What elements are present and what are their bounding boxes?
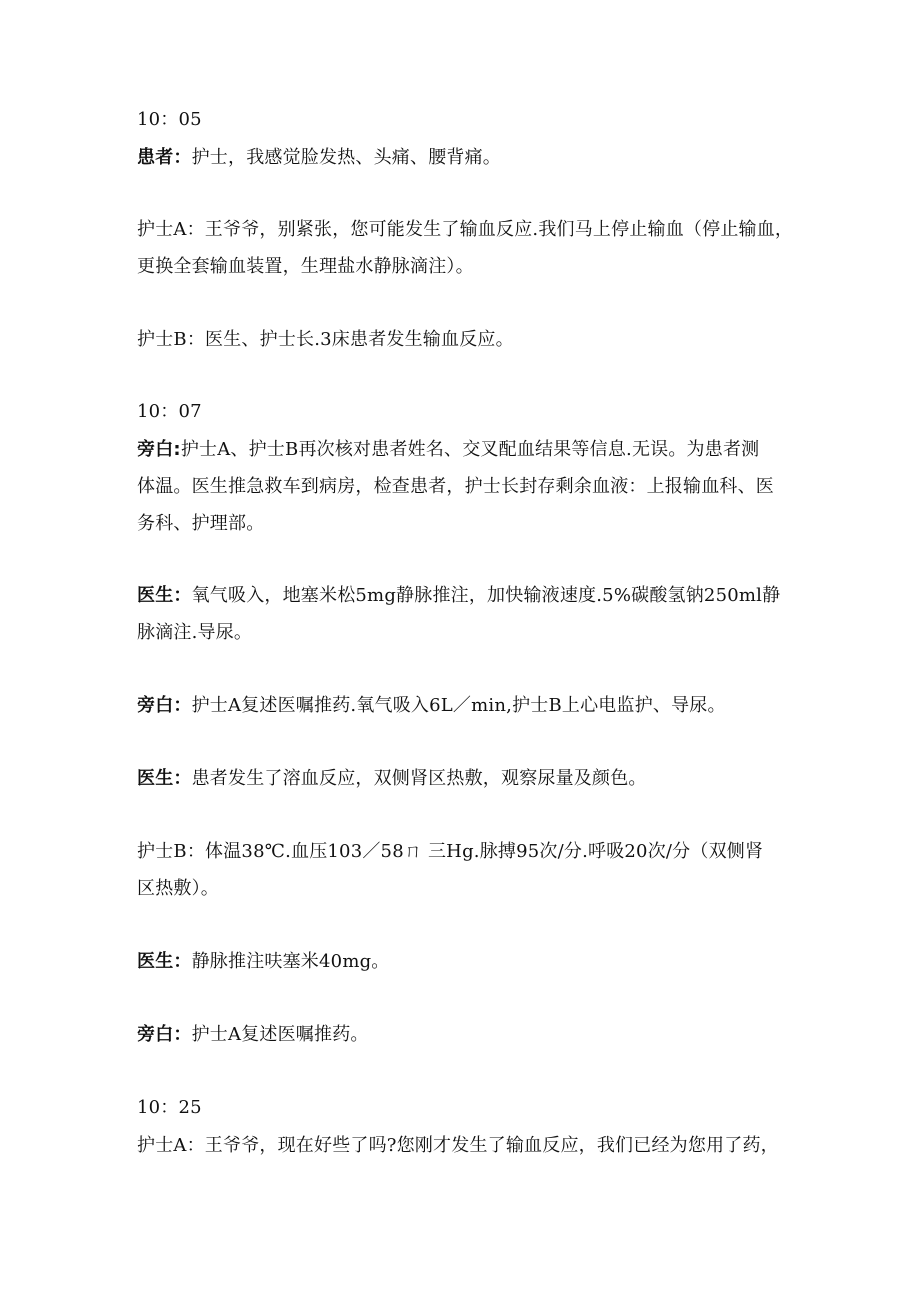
timestamp-1025: 10：25 xyxy=(137,1097,202,1118)
narration-text: 护士A复述医嘱推药.氧气吸入6L／min,护士B上心电监护、导尿。 xyxy=(191,695,726,716)
dialogue-nurse-b-vitals-line-1: 护士B：体温38℃.血压103／58ㄇ 三Hg.脉搏95次/分.呼吸20次/分（双侧肾 xyxy=(137,841,764,862)
timestamp-1005: 10：05 xyxy=(137,109,202,130)
timestamp-1007: 10：07 xyxy=(137,401,202,422)
doctor-text: 氧气吸入，地塞米松5mg静脉推注，加快输液速度.5%碳酸氢钠250ml静 xyxy=(191,585,781,606)
speaker-doctor: 医生： xyxy=(137,585,192,606)
dialogue-nurse-b: 护士B：医生、护士长.3床患者发生输血反应。 xyxy=(137,329,514,350)
dialogue-nurse-a-line-2: 更换全套输血装置，生理盐水静脉滴注）。 xyxy=(137,256,474,277)
narration-3 xyxy=(137,1024,797,1046)
narration-1-line-3: 务科、护理部。 xyxy=(137,513,265,534)
speaker-narrator: 旁白: xyxy=(137,439,181,460)
dialogue-patient xyxy=(137,147,797,169)
narration-1-line-2: 体温。医生推急救车到病房，检查患者，护士长封存剩余血液：上报输血科、医 xyxy=(137,476,774,497)
speaker-narrator: 旁白： xyxy=(137,695,192,716)
dialogue-doctor-1-line-1 xyxy=(137,585,797,607)
dialogue-doctor-3 xyxy=(137,951,797,973)
speaker-patient: 患者： xyxy=(137,147,192,168)
dialogue-nurse-a-final: 护士A：王爷爷，现在好些了吗?您刚才发生了输血反应，我们已经为您用了药， xyxy=(137,1135,779,1156)
speaker-narrator: 旁白： xyxy=(137,1024,192,1045)
narration-1-line-1 xyxy=(137,439,797,461)
dialogue-nurse-a-line-1: 护士A：王爷爷，别紧张，您可能发生了输血反应.我们马上停止输血（停止输血， xyxy=(137,219,794,240)
dialogue-nurse-b-vitals-line-2: 区热敷）。 xyxy=(137,878,219,899)
dialogue-doctor-1-line-2: 脉滴注.导尿。 xyxy=(137,622,253,643)
speaker-doctor: 医生： xyxy=(137,768,192,789)
dialogue-doctor-2 xyxy=(137,768,797,790)
narration-text: 护士A复述医嘱推药。 xyxy=(191,1024,369,1045)
doctor-text: 患者发生了溶血反应，双侧肾区热敷，观察尿量及颜色。 xyxy=(191,768,647,789)
narration-2 xyxy=(137,695,797,717)
speaker-doctor: 医生： xyxy=(137,951,192,972)
doctor-text: 静脉推注呋塞米40mg。 xyxy=(191,951,390,972)
patient-text: 护士，我感觉脸发热、头痛、腰背痛。 xyxy=(191,147,502,168)
narration-text: 护士A、护士B再次核对患者姓名、交叉配血结果等信息.无误。为患者测 xyxy=(180,439,760,460)
